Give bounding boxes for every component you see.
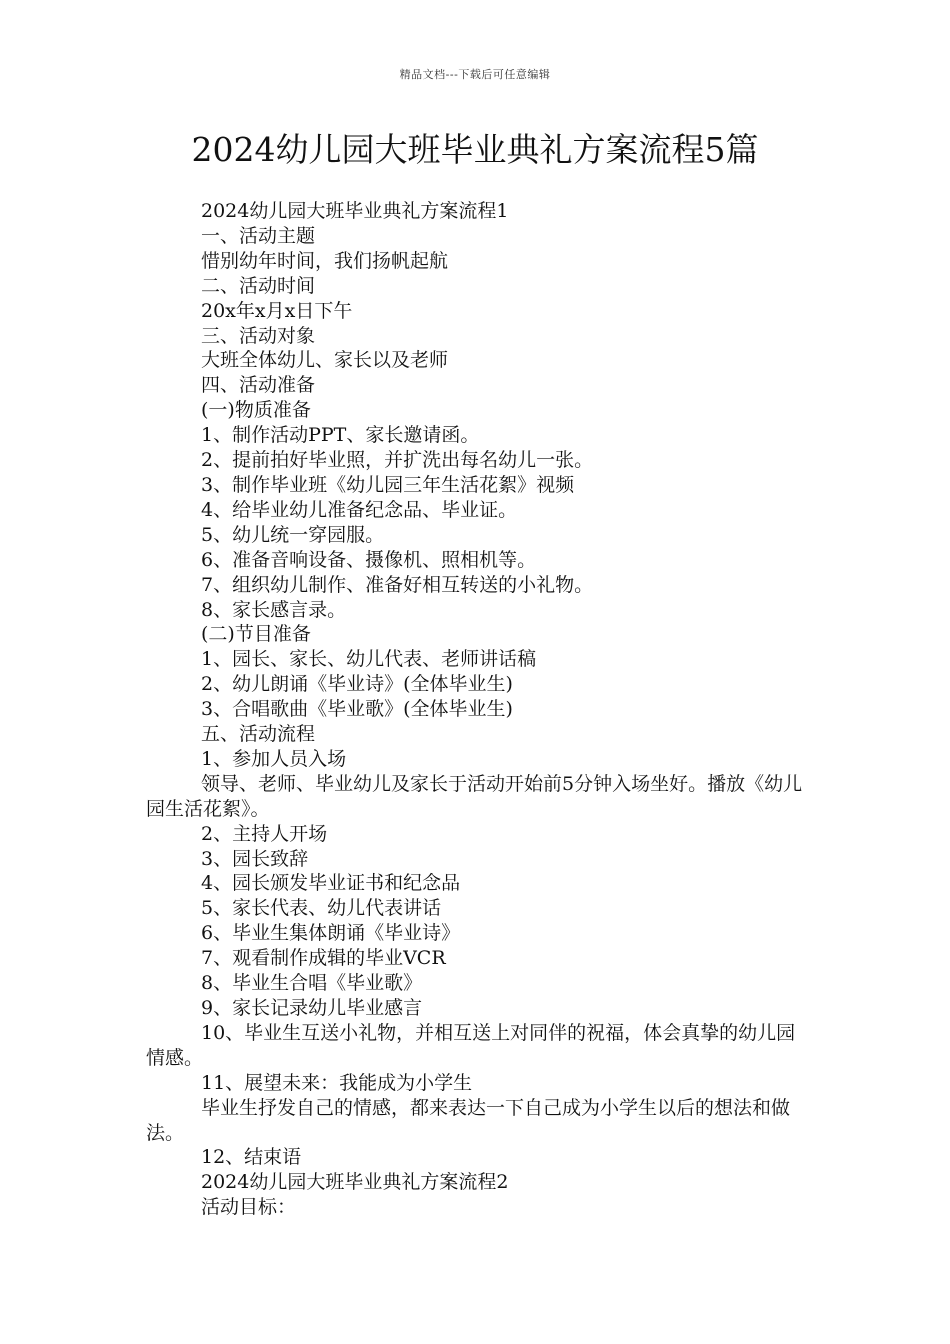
body-paragraph: 三、活动对象 xyxy=(201,324,316,347)
body-paragraph: 11、展望未来：我能成为小学生 xyxy=(201,1071,473,1094)
body-paragraph: 2024幼儿园大班毕业典礼方案流程1 xyxy=(201,200,509,222)
body-paragraph: 大班全体幼儿、家长以及老师 xyxy=(201,349,449,372)
body-paragraph: 5、家长代表、幼儿代表讲话 xyxy=(201,897,442,920)
body-paragraph: 8、毕业生合唱《毕业歌》 xyxy=(201,972,423,995)
body-paragraph: 1、园长、家长、幼儿代表、老师讲话稿 xyxy=(201,648,537,671)
body-paragraph: 2024幼儿园大班毕业典礼方案流程2 xyxy=(201,1171,509,1194)
body-paragraph: 二、活动时间 xyxy=(201,274,316,297)
body-paragraph: 4、园长颁发毕业证书和纪念品 xyxy=(201,872,461,895)
body-paragraph: 惜别幼年时间，我们扬帆起航 xyxy=(201,249,449,272)
body-paragraph: (一)物质准备 xyxy=(201,399,311,422)
body-paragraph: 五、活动流程 xyxy=(201,723,316,746)
body-paragraph: 12、结束语 xyxy=(201,1146,302,1169)
body-paragraph: 毕业生抒发自己的情感，都来表达一下自己成为小学生以后的想法和做法。 xyxy=(146,1096,791,1144)
body-paragraph: 8、家长感言录。 xyxy=(201,598,347,621)
body-paragraph: 6、准备音响设备、摄像机、照相机等。 xyxy=(201,548,537,571)
body-paragraph: 9、家长记录幼儿毕业感言 xyxy=(201,997,423,1019)
body-paragraph: 10、毕业生互送小礼物，并相互送上对同伴的祝福，体会真挚的幼儿园情感。 xyxy=(146,1021,796,1069)
body-paragraph: 7、观看制作成辑的毕业VCR xyxy=(201,947,446,970)
body-paragraph: 3、合唱歌曲《毕业歌》(全体毕业生) xyxy=(201,698,513,721)
header-note: 精品文档---下载后可任意编辑 xyxy=(399,68,551,81)
body-paragraph: 2、主持人开场 xyxy=(201,822,328,845)
body-paragraph: 活动目标： xyxy=(201,1196,297,1219)
body-paragraph: 7、组织幼儿制作、准备好相互转送的小礼物。 xyxy=(201,573,594,596)
body-paragraph: 20x年x月x日下午 xyxy=(201,299,353,322)
body-paragraph: 3、制作毕业班《幼儿园三年生活花絮》视频 xyxy=(201,473,575,496)
document-body xyxy=(146,199,811,1220)
body-paragraph: 4、给毕业幼儿准备纪念品、毕业证。 xyxy=(201,498,518,521)
body-paragraph: 领导、老师、毕业幼儿及家长于活动开始前5分钟入场坐好。播放《幼儿园生活花絮》。 xyxy=(146,772,803,820)
body-paragraph: 5、幼儿统一穿园服。 xyxy=(201,523,385,546)
body-paragraph: (二)节目准备 xyxy=(201,623,311,646)
body-paragraph: 1、参加人员入场 xyxy=(201,747,347,770)
body-paragraph: 四、活动准备 xyxy=(201,374,316,397)
document-title: 2024幼儿园大班毕业典礼方案流程5篇 xyxy=(191,130,759,169)
body-paragraph: 2、幼儿朗诵《毕业诗》(全体毕业生) xyxy=(201,673,513,696)
body-paragraph: 3、园长致辞 xyxy=(201,847,309,870)
body-paragraph: 2、提前拍好毕业照，并扩洗出每名幼儿一张。 xyxy=(201,449,594,472)
body-paragraph: 1、制作活动PPT、家长邀请函。 xyxy=(201,424,480,447)
body-paragraph: 6、毕业生集体朗诵《毕业诗》 xyxy=(201,922,461,945)
body-paragraph: 一、活动主题 xyxy=(201,224,316,247)
